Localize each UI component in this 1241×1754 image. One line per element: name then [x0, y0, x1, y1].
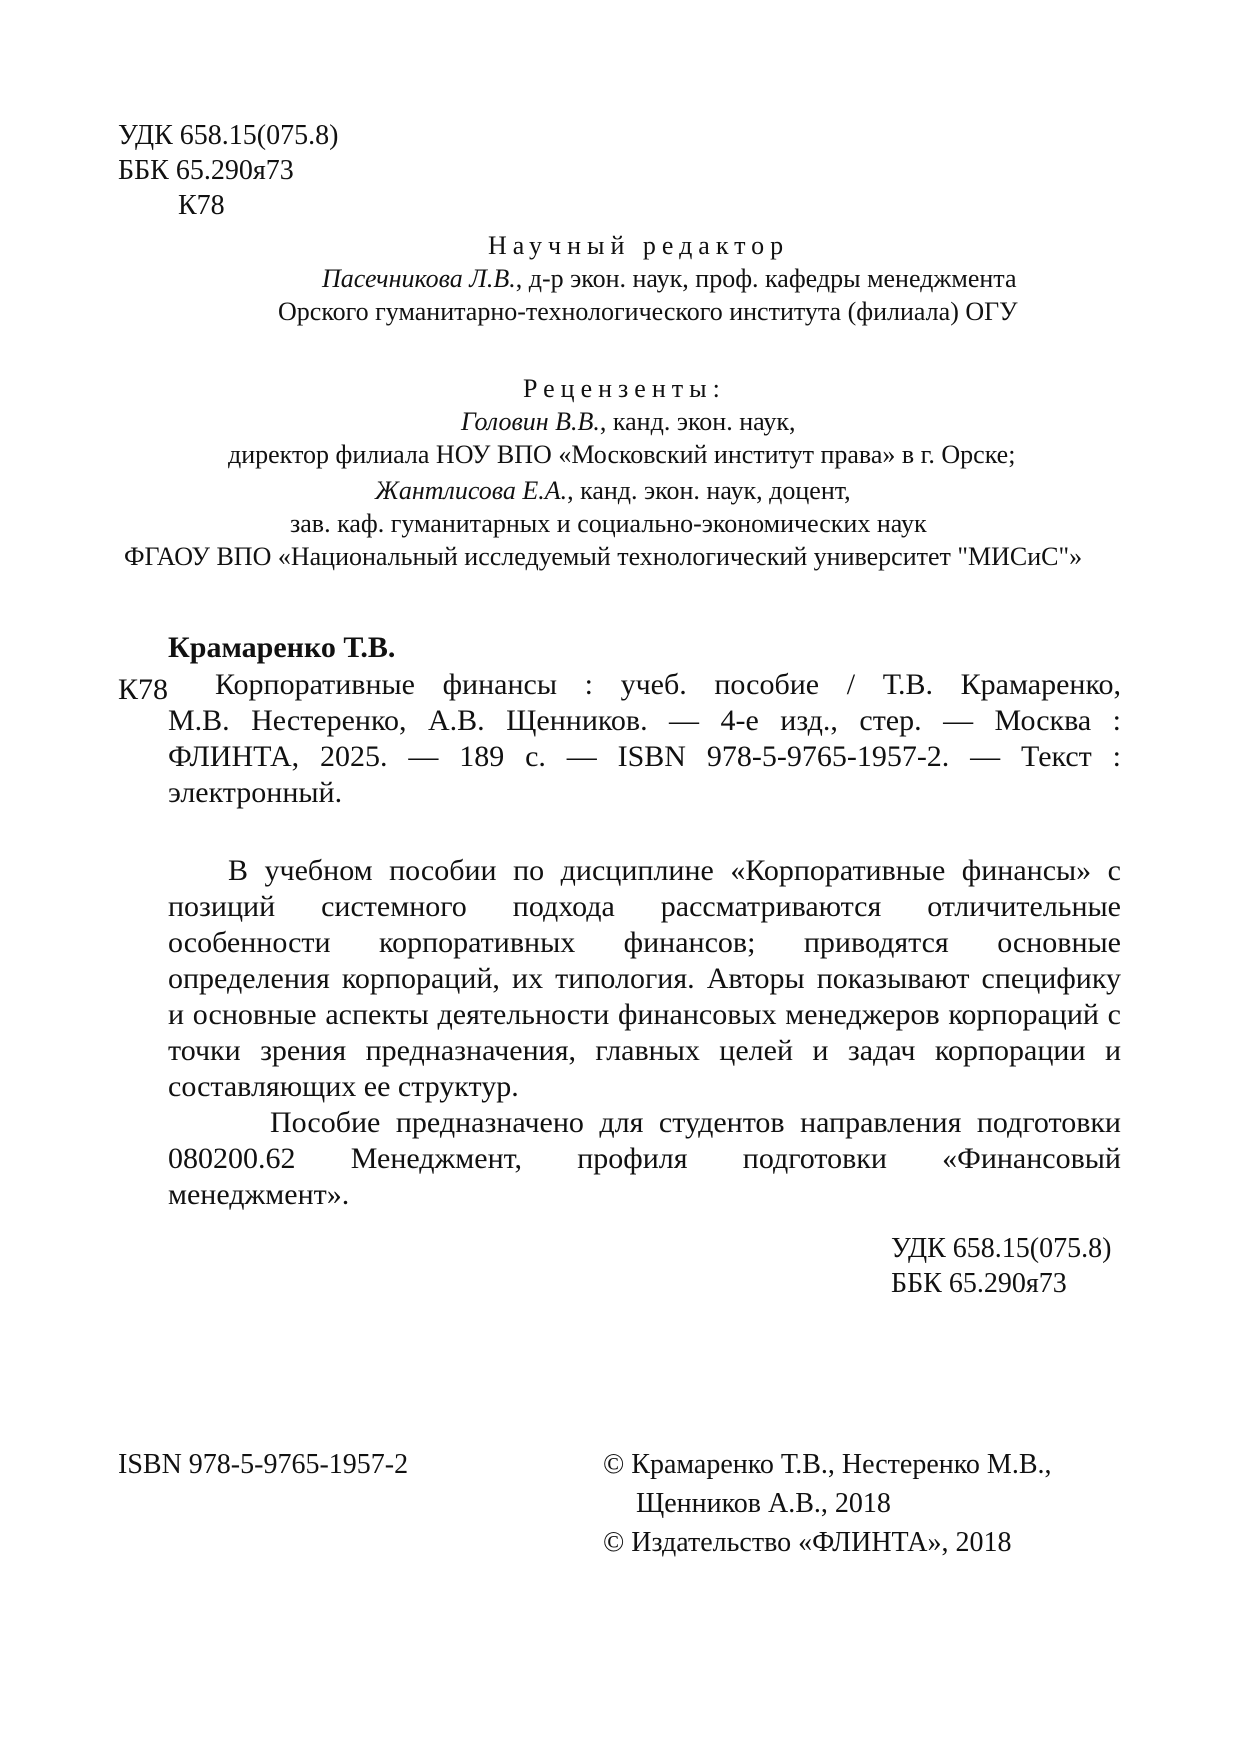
bbk-code: ББК 65.290я73 [118, 155, 294, 186]
annotation-line: менеджмент». [168, 1178, 350, 1211]
reviewer-2-line-1 [375, 476, 851, 506]
bibliography-line-2: М.В. Нестеренко, А.В. Щенников. — 4-е изд., стер. — Москва : [168, 704, 1121, 737]
annotation-line: особенности корпоративных финансов; приводятся основные [168, 926, 1121, 959]
annotation-line: В учебном пособии по дисциплине «Корпоративные финансы» с [228, 854, 1121, 887]
book-author: Крамаренко Т.В. [168, 631, 396, 664]
editor-credentials: , д-р экон. наук, проф. кафедры менеджмента [515, 264, 1017, 293]
bibliography-author-mark: К78 [118, 673, 169, 706]
footer-isbn: ISBN 978-5-9765-1957-2 [118, 1449, 409, 1480]
annotation-line: определения корпораций, их типология. Авторы показывают специфику [168, 962, 1121, 995]
reviewers-heading: Рецензенты: [523, 374, 726, 403]
classification-udk: УДК 658.15(075.8) [891, 1233, 1112, 1264]
annotation-line: и основные аспекты деятельности финансовых менеджеров корпораций с [168, 998, 1121, 1031]
annotation-line: Пособие предназначено для студентов направления подготовки [270, 1106, 1121, 1139]
bibliography-line-1: Корпоративные финансы : учеб. пособие / Т.В. Крамаренко, [215, 668, 1121, 701]
reviewer-2-line-3: ФГАОУ ВПО «Национальный исследуемый технологический университет "МИСиС"» [124, 542, 1083, 571]
reviewer-1-credentials: , канд. экон. наук, [599, 407, 796, 436]
editor-name: Пасечникова Л.В. [322, 264, 516, 293]
author-mark: К78 [178, 190, 225, 221]
copyright-line-1: © Крамаренко Т.В., Нестеренко М.В., [603, 1449, 1052, 1480]
editor-line-1 [322, 264, 1017, 294]
annotation-line: точки зрения предназначения, главных целей и задач корпорации и [168, 1034, 1121, 1067]
reviewer-1-line-1 [461, 407, 795, 437]
annotation-line: составляющих ее структур. [168, 1070, 519, 1103]
copyright-line-3: © Издательство «ФЛИНТА», 2018 [603, 1527, 1012, 1558]
editor-heading: Научный редактор [488, 231, 790, 260]
reviewer-2-line-2: зав. каф. гуманитарных и социально-экономических наук [290, 509, 927, 538]
annotation-line: 080200.62 Менеджмент, профиля подготовки «Финансовый [168, 1142, 1121, 1175]
editor-line-2: Орского гуманитарно-технологического института (филиала) ОГУ [278, 297, 1018, 326]
reviewer-1-name: Головин В.В. [461, 407, 600, 436]
bibliography-line-3: ФЛИНТА, 2025. — 189 с. — ISBN 978-5-9765-1957-2. — Текст : [168, 740, 1121, 773]
reviewer-2-credentials: , канд. экон. наук, доцент, [567, 476, 851, 505]
reviewer-2-name: Жантлисова Е.А. [375, 476, 568, 505]
copyright-line-2: Щенников А.В., 2018 [636, 1488, 891, 1519]
classification-bbk: ББК 65.290я73 [891, 1268, 1067, 1299]
annotation-line: позиций системного подхода рассматриваются отличительные [168, 890, 1121, 923]
udk-code: УДК 658.15(075.8) [118, 120, 339, 151]
bibliography-line-4: электронный. [168, 776, 343, 809]
reviewer-1-line-2: директор филиала НОУ ВПО «Московский институт права» в г. Орске; [228, 440, 1016, 469]
